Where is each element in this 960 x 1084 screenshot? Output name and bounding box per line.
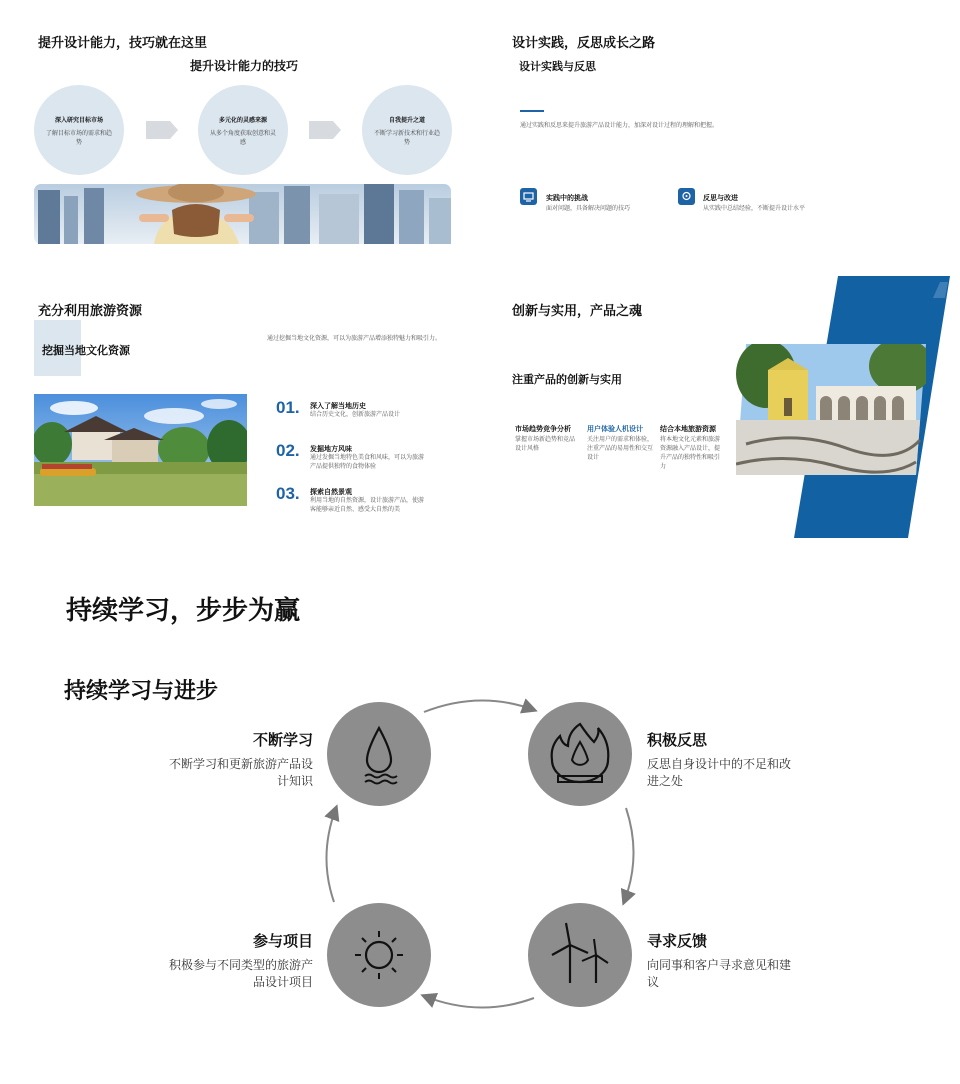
col-title: 结合本地旅游资源 bbox=[660, 426, 716, 433]
slide2-subtitle: 设计实践与反思 bbox=[519, 61, 596, 73]
water-town-photo bbox=[34, 394, 247, 506]
step-title: 寻求反馈 bbox=[647, 933, 708, 950]
slide1-subtitle: 提升设计能力的技巧 bbox=[190, 59, 299, 73]
item-title: 反思与改进 bbox=[703, 195, 738, 202]
item-number: 03. bbox=[276, 484, 300, 503]
step-circle-project bbox=[327, 903, 431, 1007]
accent-line bbox=[520, 110, 544, 112]
item-desc: 面对问题，具备解决问题的技巧 bbox=[546, 206, 631, 212]
step-desc: 向同事和客户寻求意见和建 议 bbox=[647, 958, 792, 989]
step-circle-1 bbox=[34, 85, 124, 175]
col-title: 用户体验人机设计 bbox=[587, 426, 643, 433]
item-title: 探索自然景观 bbox=[310, 489, 352, 496]
arrow-right-icon bbox=[309, 121, 341, 139]
item-title: 实践中的挑战 bbox=[546, 195, 588, 202]
step-title: 积极反思 bbox=[647, 732, 708, 749]
sun-icon bbox=[327, 903, 431, 1007]
step-circle-learn bbox=[327, 702, 431, 806]
arrow-right-icon bbox=[146, 121, 178, 139]
slide4-title: 创新与实用，产品之魂 bbox=[512, 303, 643, 318]
flame-icon bbox=[528, 702, 632, 806]
step-title: 参与项目 bbox=[252, 933, 313, 950]
wind-turbine-icon bbox=[528, 903, 632, 1007]
step-circle-2 bbox=[198, 85, 288, 175]
slide1-title: 提升设计能力，技巧就在这里 bbox=[38, 35, 208, 50]
water-drop-icon bbox=[327, 702, 431, 806]
step-desc: 了解目标市场的需求和趋势 bbox=[46, 131, 113, 146]
step-circle-3 bbox=[362, 85, 452, 175]
item-title: 发掘地方风味 bbox=[310, 446, 352, 453]
monitor-icon bbox=[520, 188, 537, 205]
item-desc: 通过发掘当地特色美食和风味，可以为旅游产品提供独特的食物体验 bbox=[310, 455, 425, 470]
step-circle-feedback bbox=[528, 903, 632, 1007]
item-desc: 利用当地的自然资源，设计旅游产品，使游客能够亲近自然、感受大自然的美 bbox=[310, 498, 425, 513]
step-desc: 不断学习新技术和行业趋势 bbox=[374, 131, 441, 146]
city-traveler-photo bbox=[34, 184, 451, 244]
step-title: 自我提升之道 bbox=[388, 118, 425, 124]
item-number: 02. bbox=[276, 441, 300, 460]
location-pin-icon bbox=[678, 188, 695, 205]
step-circle-reflect bbox=[528, 702, 632, 806]
col-desc: 掌握市场新趋势和竞品设计风格 bbox=[515, 437, 576, 452]
slide5-title: 持续学习，步步为赢 bbox=[66, 595, 301, 625]
slide2-title: 设计实践，反思成长之路 bbox=[512, 35, 656, 50]
slide3-subtitle: 挖掘当地文化资源 bbox=[42, 345, 130, 357]
col-desc: 将本地文化元素和旅游资源融入产品设计，提升产品的独特性和吸引力 bbox=[660, 437, 721, 470]
slide3-title: 充分利用旅游资源 bbox=[38, 303, 143, 318]
item-title: 深入了解当地历史 bbox=[310, 403, 366, 410]
slide2-intro: 通过实践和反思来提升旅游产品设计能力，加深对设计过程的理解和把握。 bbox=[520, 123, 719, 129]
step-desc: 不断学习和更新旅游产品设 计知识 bbox=[168, 757, 313, 788]
item-desc: 从实践中总结经验，不断提升设计水平 bbox=[703, 206, 806, 212]
col-desc: 关注用户的需求和体验，注重产品的易用性和交互设计 bbox=[587, 437, 654, 461]
slide4-subtitle: 注重产品的创新与实用 bbox=[512, 374, 622, 386]
step-title: 深入研究目标市场 bbox=[54, 118, 103, 124]
step-title: 不断学习 bbox=[252, 732, 313, 749]
slide3-intro: 通过挖掘当地文化资源，可以为旅游产品增添独特魅力和吸引力。 bbox=[267, 336, 442, 342]
slide5-subtitle: 持续学习与进步 bbox=[64, 678, 219, 703]
step-desc: 积极参与不同类型的旅游产 品设计项目 bbox=[168, 958, 313, 989]
church-plaza-photo bbox=[736, 344, 926, 475]
item-number: 01. bbox=[276, 398, 300, 417]
item-desc: 结合历史文化，创新旅游产品设计 bbox=[310, 412, 401, 418]
step-desc: 从多个角度获取创意和灵感 bbox=[210, 131, 277, 146]
step-desc: 反思自身设计中的不足和改 进之处 bbox=[647, 757, 792, 788]
col-title: 市场趋势竞争分析 bbox=[515, 426, 571, 433]
step-title: 多元化的灵感来源 bbox=[218, 118, 267, 124]
